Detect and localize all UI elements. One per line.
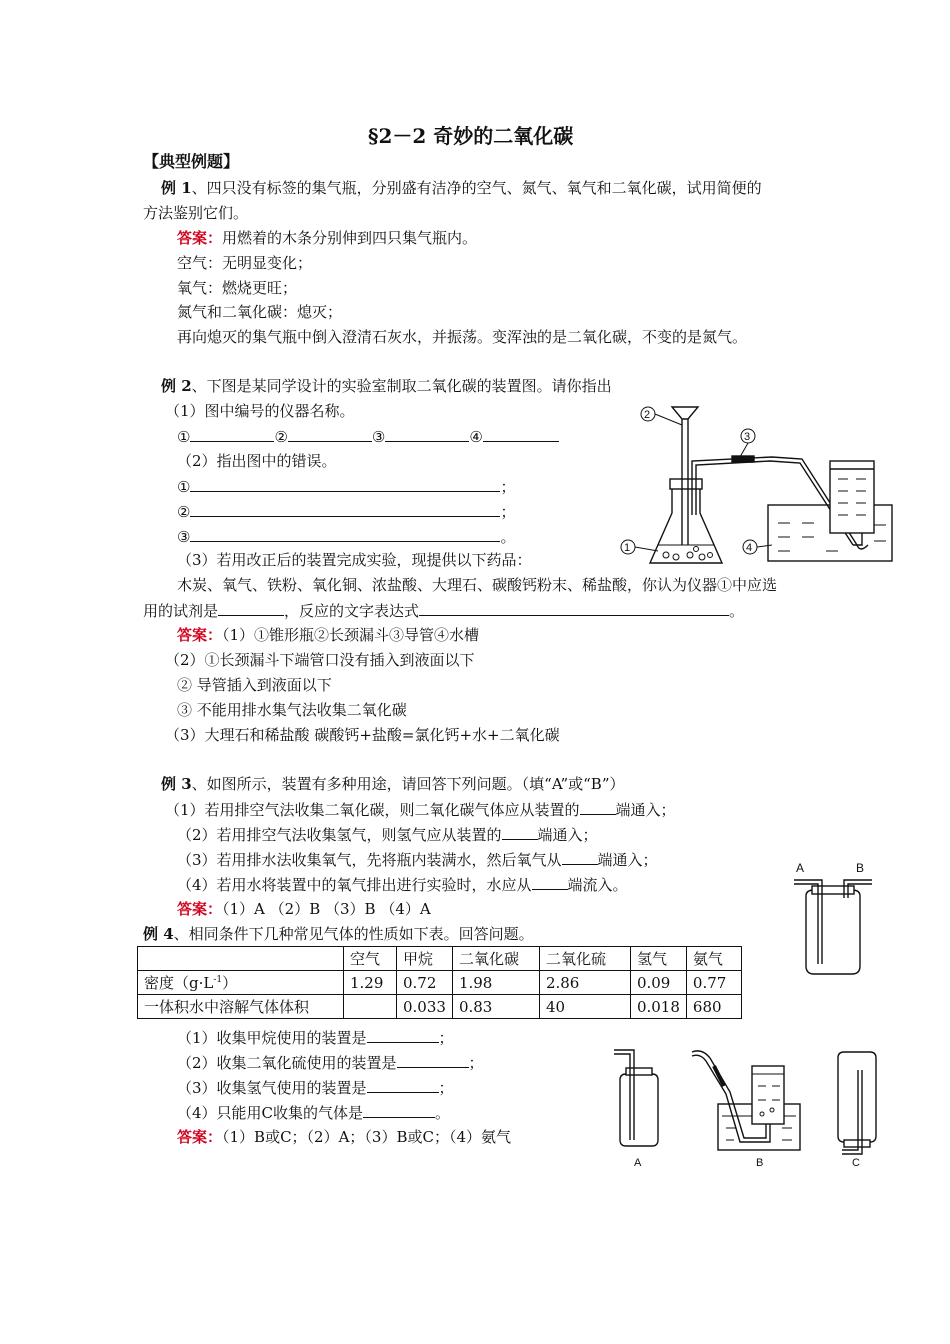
table-header-cell: 二氧化硫: [539, 947, 630, 971]
device-b-label: B: [756, 1157, 764, 1168]
collection-devices-figure: [606, 1044, 896, 1168]
ex1-answer: 答案：用燃着的木条分别伸到四只集气瓶内。: [177, 229, 478, 247]
ex1-answer-line: 再向熄灭的集气瓶中倒入澄清石灰水，并振荡。变浑浊的是二氧化碳，不变的是氮气。: [177, 328, 748, 346]
ex3-q3: （3）若用排水法收集氧气，先将瓶内装满水，然后氧气从 端通入；: [177, 851, 658, 869]
ex4-q2: （2）收集二氧化硫使用的装置是 ；: [177, 1054, 484, 1072]
table-cell: [344, 995, 397, 1019]
device-c-label: C: [852, 1157, 860, 1168]
ex1-line1: 例 1、四只没有标签的集气瓶，分别盛有洁净的空气、氮气、氧气和二氧化碳，试用简便的: [161, 179, 762, 197]
ex2-q2-blank-3: ③ 。: [177, 528, 516, 546]
ex4-q1: （1）收集甲烷使用的装置是 ；: [177, 1029, 454, 1047]
table-header-cell: 空气: [344, 947, 397, 971]
ex3-q2: （2）若用排空气法收集氢气，则氢气应从装置的 端通入；: [177, 826, 598, 844]
ex4-q3: （3）收集氢气使用的装置是 ；: [177, 1079, 454, 1097]
ex1-line2: 方法鉴别它们。: [143, 204, 249, 222]
section-heading: 【典型例题】: [143, 152, 240, 171]
co2-apparatus-figure: [612, 395, 896, 575]
ex2-q1: （1）图中编号的仪器名称。: [165, 402, 355, 420]
ex4-intro: 例 4、相同条件下几种常见气体的性质如下表。回答问题。: [143, 925, 534, 943]
label-3: 3: [744, 431, 751, 443]
table-cell: 40: [539, 995, 630, 1019]
ex2-answer-line: （2）①长颈漏斗下端管口没有插入到液面以下: [165, 651, 475, 669]
ex2-q1-blanks: ① ② ③ ④: [177, 426, 559, 447]
table-cell: 0.018: [630, 995, 686, 1019]
table-row: [138, 995, 742, 1019]
ex2-answer: 答案：（1）①锥形瓶②长颈漏斗③导管④水槽: [177, 626, 480, 644]
ex4-answer: 答案：（1）B或C；（2）A；（3）B或C；（4）氨气: [177, 1128, 512, 1146]
table-cell: 2.86: [539, 971, 630, 995]
page-title: §2－2 奇妙的二氧化碳: [368, 124, 574, 148]
table-cell: 0.77: [686, 971, 741, 995]
label-2: 2: [644, 409, 651, 421]
label-4: 4: [746, 542, 753, 554]
table-cell: 680: [686, 995, 741, 1019]
table-header-cell: 甲烷: [397, 947, 453, 971]
device-a-label: A: [634, 1157, 642, 1168]
table-cell: 0.033: [397, 995, 453, 1019]
ex2-q3: （3）若用改正后的装置完成实验，现提供以下药品：: [177, 551, 532, 569]
ex3-q1: （1）若用排空气法收集二氧化碳，则二氧化碳气体应从装置的 端通入；: [165, 801, 676, 819]
table-cell: 1.29: [344, 971, 397, 995]
table-cell: 1.98: [452, 971, 539, 995]
table-cell: 0.09: [630, 971, 686, 995]
ex1-answer-line: 空气：无明显变化；: [177, 254, 313, 272]
ex4-q4: （4）只能用C收集的气体是 。: [177, 1104, 451, 1122]
table-header-cell: 氢气: [630, 947, 686, 971]
label-1: 1: [624, 542, 631, 554]
ex2-q2-blank-2: ② ；: [177, 503, 516, 521]
table-header-cell: 氨气: [686, 947, 741, 971]
ex2-q2: （2）指出图中的错误。: [177, 452, 337, 470]
table-cell: 0.72: [397, 971, 453, 995]
gas-properties-table: [137, 946, 742, 1019]
table-cell: 0.83: [452, 995, 539, 1019]
table-header-cell: 二氧化碳: [452, 947, 539, 971]
ex1-answer-line: 氮气和二氧化碳：熄灭；: [177, 303, 343, 321]
ex3-q4: （4）若用水将装置中的氧气排出进行实验时，水应从 端流入。: [177, 876, 628, 894]
table-row-label: 密度$(g\cdot L^{-1})$: [138, 971, 344, 995]
ex1-answer-line: 氧气：燃烧更旺；: [177, 279, 298, 297]
ex2-q3b: 木炭、氧气、铁粉、氧化铜、浓盐酸、大理石、碳酸钙粉末、稀盐酸，你认为仪器①中应选: [177, 576, 778, 594]
table-row: [138, 947, 742, 971]
table-row-label: 一体积水中溶解气体体积: [138, 995, 344, 1019]
ex3-answer: 答案：（1）A （2）B （3）B （4）A: [177, 900, 431, 918]
ex3-intro: 例 3、如图所示，装置有多种用途，请回答下列问题。（填“A”或“B”）: [161, 775, 625, 793]
ex2-q3c: 用的试剂是 ，反应的文字表达式 。: [143, 602, 745, 620]
ex2-answer-line: ③ 不能用排水集气法收集二氧化碳: [177, 701, 407, 719]
ex2-answer-line: ② 导管插入到液面以下: [177, 676, 332, 694]
tube-a-label: A: [796, 861, 805, 875]
table-cell: [138, 947, 344, 971]
table-row: [138, 971, 742, 995]
ex2-intro: 例 2、下图是某同学设计的实验室制取二氧化碳的装置图。请你指出: [161, 377, 612, 395]
ex2-answer-line: （3）大理石和稀盐酸 碳酸钙+盐酸=氯化钙+水+二氧化碳: [165, 726, 560, 744]
gas-bottle-ab-figure: [788, 858, 878, 978]
tube-b-label: B: [856, 861, 865, 875]
ex2-q2-blank-1: ① ；: [177, 478, 516, 496]
